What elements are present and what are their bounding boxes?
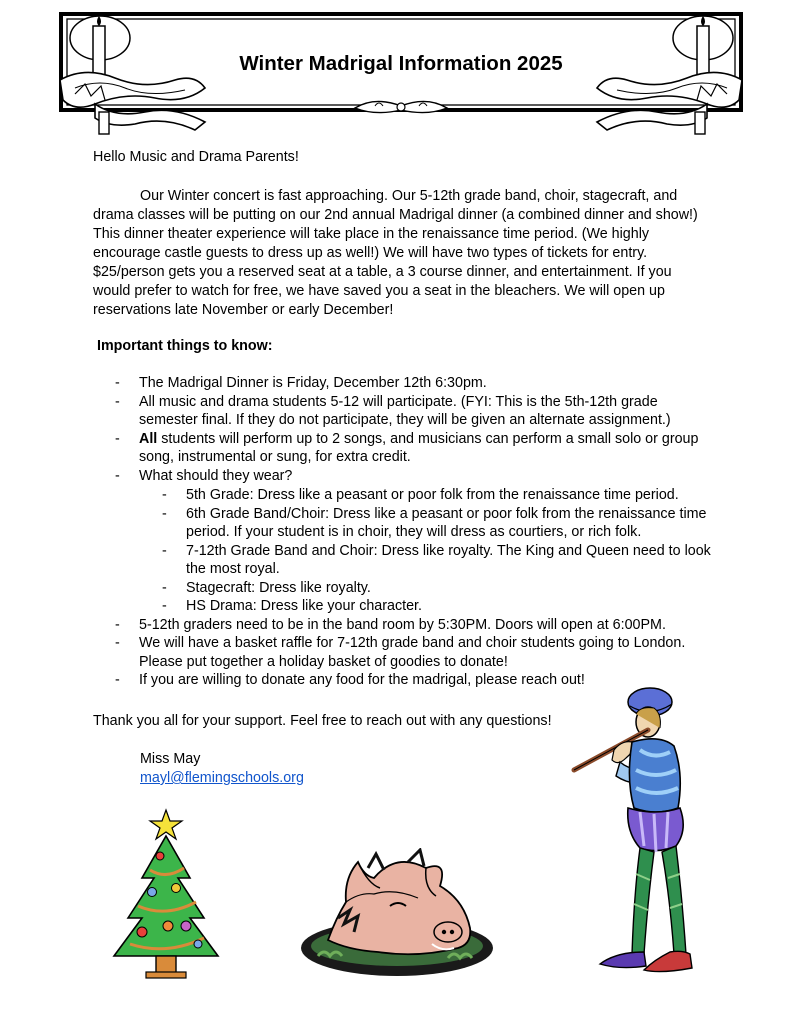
bullet-dash: - bbox=[162, 542, 167, 559]
bullet-dash: - bbox=[115, 672, 120, 688]
bullet-dash: - bbox=[115, 467, 120, 484]
list-item bbox=[93, 634, 713, 671]
list-item-text: We will have a basket raffle for 7-12th grade band and choir students going to London. Please put together a holiday basket of goodies to donate! bbox=[139, 635, 686, 670]
sub-item-text: 5th Grade: Dress like a peasant or poor folk from the renaissance time period. bbox=[186, 487, 679, 503]
header-banner bbox=[55, 8, 747, 140]
list-item-text: students will perform up to 2 songs, and musicians can perform a small solo or group song, instrumental or sung, for extra credit. bbox=[139, 430, 699, 465]
bullet-dash: - bbox=[162, 579, 167, 596]
signature-name: Miss May bbox=[140, 751, 201, 767]
sub-item-text: Stagecraft: Dress like royalty. bbox=[186, 579, 371, 596]
list-item-text: What should they wear? bbox=[139, 467, 293, 484]
list-item-text: The Madrigal Dinner is Friday, December 12th 6:30pm. bbox=[139, 375, 487, 391]
bullet-dash: - bbox=[162, 505, 167, 522]
bullet-dash: - bbox=[162, 598, 167, 614]
list-item-text: If you are willing to donate any food for the madrigal, please reach out! bbox=[139, 672, 585, 688]
bullet-dash: - bbox=[115, 616, 120, 633]
page-title: Winter Madrigal Information 2025 bbox=[239, 52, 563, 75]
list-item bbox=[93, 616, 713, 635]
intro-paragraph: Our Winter concert is fast approaching. Our 5-12th grade band, choir, stagecraft, and drama classes will be putting on our 2nd annual Madrigal dinner (a combined dinner and show!) This dinner theater experience will take place in the renaissance time period. (We highly encourage castle guests to dress up as well!) We will have two types of tickets for entry. $25/person gets you a reserved seat at a table, a 3 course dinner, and entertainment. If you would prefer to watch for free, we have saved you a seat in the bleachers. We will open up reservations late November or early December! bbox=[93, 188, 698, 318]
sub-list-item bbox=[93, 597, 713, 616]
important-list bbox=[93, 374, 713, 690]
closing-line: Thank you all for your support. Feel free to reach out with any questions! bbox=[93, 713, 552, 729]
list-item-text: 5-12th graders need to be in the band room by 5:30PM. Doors will open at 6:00PM. bbox=[139, 616, 666, 633]
boar-head-icon bbox=[298, 848, 496, 980]
list-item-text: All music and drama students 5-12 will participate. (FYI: This is the 5th-12th grade semester final. If they do not participate, they will be given an alternate assignment.) bbox=[139, 393, 671, 428]
list-item bbox=[93, 374, 713, 393]
list-item bbox=[93, 467, 713, 616]
bullet-dash: - bbox=[115, 393, 120, 410]
sub-list-item bbox=[93, 486, 713, 505]
sub-item-text: 7-12th Grade Band and Choir: Dress like royalty. The King and Queen need to look the most royal. bbox=[186, 542, 711, 577]
attire-list bbox=[139, 486, 713, 616]
greeting: Hello Music and Drama Parents! bbox=[93, 149, 299, 165]
sub-item-text: HS Drama: Dress like your character. bbox=[186, 598, 422, 614]
sub-list-item bbox=[93, 542, 713, 579]
list-item-bold: All bbox=[139, 430, 158, 447]
sub-item-text: 6th Grade Band/Choir: Dress like a peasant or poor folk from the renaissance time period. If your student is in choir, they will dress as courtiers, or rich folk. bbox=[186, 505, 707, 540]
flute-player-icon bbox=[570, 684, 700, 980]
bullet-dash: - bbox=[115, 635, 120, 651]
important-heading: Important things to know: bbox=[97, 338, 273, 354]
email-link[interactable]: mayl@flemingschools.org bbox=[140, 770, 304, 786]
list-item bbox=[93, 430, 713, 467]
sub-list-item bbox=[93, 579, 713, 598]
sub-list-item bbox=[93, 505, 713, 542]
bullet-dash: - bbox=[115, 375, 120, 391]
bullet-dash: - bbox=[162, 487, 167, 503]
bullet-dash: - bbox=[115, 430, 120, 447]
list-item bbox=[93, 393, 713, 430]
christmas-tree-icon bbox=[112, 806, 220, 980]
center-ornament-icon bbox=[355, 101, 447, 112]
